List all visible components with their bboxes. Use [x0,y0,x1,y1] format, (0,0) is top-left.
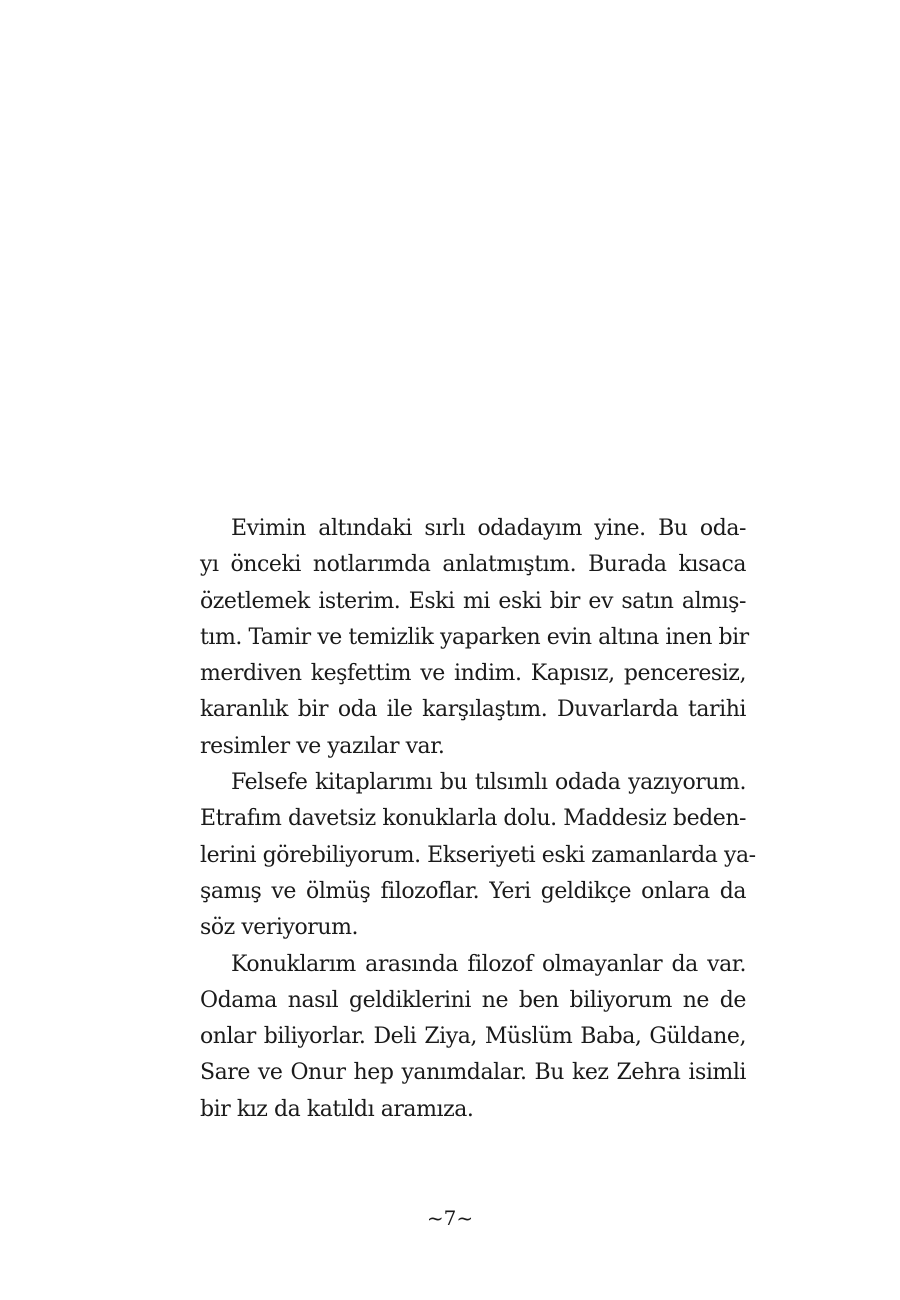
paragraph-2-line-2: Etrafım davetsiz konuklarla dolu. Maddesiz beden- [200,806,747,832]
paragraph-2-line-3: lerini görebiliyorum. Ekseriyeti eski zamanlarda ya- [200,842,756,868]
paragraph-1-line-1: Evimin altındaki sırlı odadayım yine. Bu oda- [231,516,746,541]
paragraph-2-line-1: Felsefe kitaplarımı bu tılsımlı odada yazıyorum. [231,770,746,796]
paragraph-1-line-6: karanlık bir oda ile karşılaştım. Duvarlarda tarihi [200,697,746,723]
paragraph-2-line-5: söz veriyorum. [200,915,359,941]
paragraph-3-line-1: Konuklarım arasında filozof olmayanlar da var. [231,951,746,977]
paragraph-2-line-4: şamış ve ölmüş filozoflar. Yeri geldikçe onlara da [200,878,746,904]
paragraph-1-line-3: özetlemek isterim. Eski mi eski bir ev satın almış- [200,588,746,614]
paragraph-3-line-3: onlar biliyorlar. Deli Ziya, Müslüm Baba, Güldane, [200,1024,746,1050]
paragraph-1-line-4: tım. Tamir ve temizlik yaparken evin altına inen bir [200,624,749,650]
paragraph-3-line-5: bir kız da katıldı aramıza. [200,1096,474,1122]
paragraph-1-line-5: merdiven keşfettim ve indim. Kapısız, penceresiz, [200,661,746,687]
page-number: ~7~ [426,1206,474,1230]
body-text [200,511,756,1128]
paragraph-3-line-4: Sare ve Onur hep yanımdalar. Bu kez Zehra isimli [200,1060,746,1086]
paragraph-1-line-7: resimler ve yazılar var. [200,733,445,759]
paragraph-1-line-2: yı önceki notlarımda anlatmıştım. Burada kısaca [200,552,746,578]
paragraph-3-line-2: Odama nasıl geldiklerini ne ben biliyorum ne de [200,987,746,1013]
